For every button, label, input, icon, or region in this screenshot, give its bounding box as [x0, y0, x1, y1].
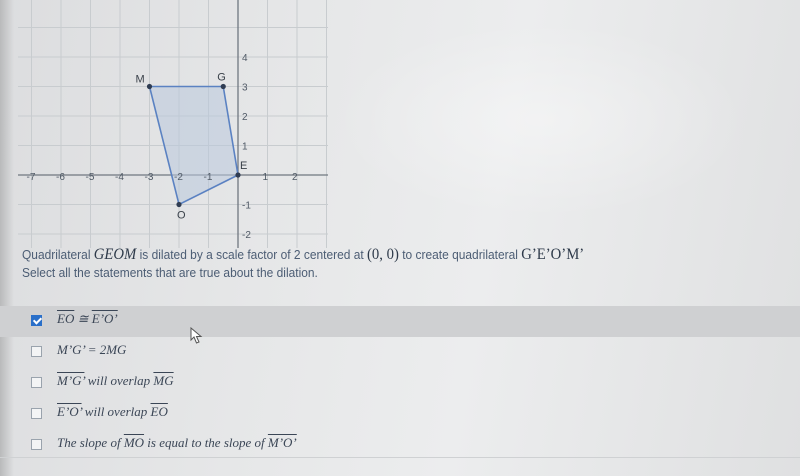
checkbox-option-3[interactable]: [31, 377, 42, 388]
option-3-label: [57, 373, 174, 389]
checkbox-option-5[interactable]: [31, 439, 42, 450]
question-part-2: is dilated by a scale factor of 2 centered at: [136, 247, 368, 262]
answer-options: [0, 306, 800, 461]
x-tick-label: -1: [203, 172, 213, 183]
checkbox-option-2[interactable]: [31, 346, 42, 357]
graph-svg: [18, 0, 328, 248]
option-1[interactable]: [0, 306, 800, 337]
vertex-label-o: O: [177, 209, 186, 222]
option-3-op: will overlap: [84, 373, 154, 388]
x-tick-label: -2: [174, 172, 183, 183]
bottom-divider: [0, 457, 800, 458]
option-2-label: [57, 342, 126, 358]
y-tick-label: 1: [242, 141, 248, 153]
vertex-e: [235, 172, 240, 177]
option-2-b: 2MG: [99, 342, 127, 357]
vertex-m: [147, 84, 152, 89]
vertex-o: [176, 202, 181, 207]
y-tick-label: -2: [242, 230, 251, 241]
figure-name: GEOM: [93, 246, 137, 263]
x-tick-label: -3: [144, 172, 154, 183]
x-tick-label: -7: [26, 172, 36, 183]
vertex-label-e: E: [240, 160, 248, 172]
checkbox-option-1[interactable]: [31, 315, 42, 326]
question-part-1: Quadrilateral: [22, 247, 94, 262]
image-figure-name: G’E’O’M’: [521, 246, 585, 263]
option-5-rest: M’O’: [267, 435, 297, 450]
option-2-a: M’G’: [57, 342, 85, 357]
option-5-label: [57, 435, 297, 451]
checkbox-option-4[interactable]: [31, 408, 42, 419]
x-tick-label: -4: [115, 172, 124, 183]
option-1-a: $\overline{EO}$: [57, 311, 75, 326]
vertex-label-g: G: [217, 71, 226, 84]
option-3-a: M’G’: [57, 373, 85, 388]
mouse-cursor-icon: [190, 327, 204, 350]
y-tick-label: 4: [242, 53, 248, 64]
vertex-g: [221, 84, 226, 89]
x-tick-label: -5: [85, 172, 95, 183]
option-1-b: E’O’: [91, 311, 118, 326]
option-1-label: [57, 311, 118, 327]
option-2[interactable]: [0, 337, 800, 368]
dilation-center: (0, 0): [367, 246, 399, 263]
option-2-op: =: [84, 342, 100, 357]
vertex-label-m: M: [135, 73, 145, 86]
x-tick-label: -6: [56, 172, 65, 183]
question-text: [22, 246, 738, 282]
coordinate-graph: [18, 0, 328, 248]
option-4-b: $\overline{EO}$: [150, 404, 168, 419]
option-1-op: ≅: [74, 311, 92, 326]
option-4-op: will overlap: [81, 404, 151, 419]
question-part-3: to create quadrilateral: [398, 247, 522, 262]
option-3[interactable]: [0, 368, 800, 399]
y-tick-label: -1: [242, 200, 251, 212]
option-4[interactable]: [0, 399, 800, 430]
option-3-b: $\overline{MG}$: [153, 373, 174, 388]
x-tick-label: 1: [262, 172, 269, 183]
option-4-label: [57, 404, 168, 420]
option-5-b: is equal to the slope of: [144, 435, 268, 450]
y-tick-label: 3: [242, 82, 248, 94]
option-5-op: $\overline{MO}$: [123, 435, 145, 450]
y-tick-label: 2: [242, 112, 248, 123]
screen-glare: [330, 20, 750, 220]
question-instruction: Select all the statements that are true about the dilation.: [22, 265, 318, 280]
option-5-a: The slope of: [57, 435, 124, 450]
x-tick-label: 2: [292, 172, 298, 183]
option-4-a: E’O’: [57, 404, 82, 419]
